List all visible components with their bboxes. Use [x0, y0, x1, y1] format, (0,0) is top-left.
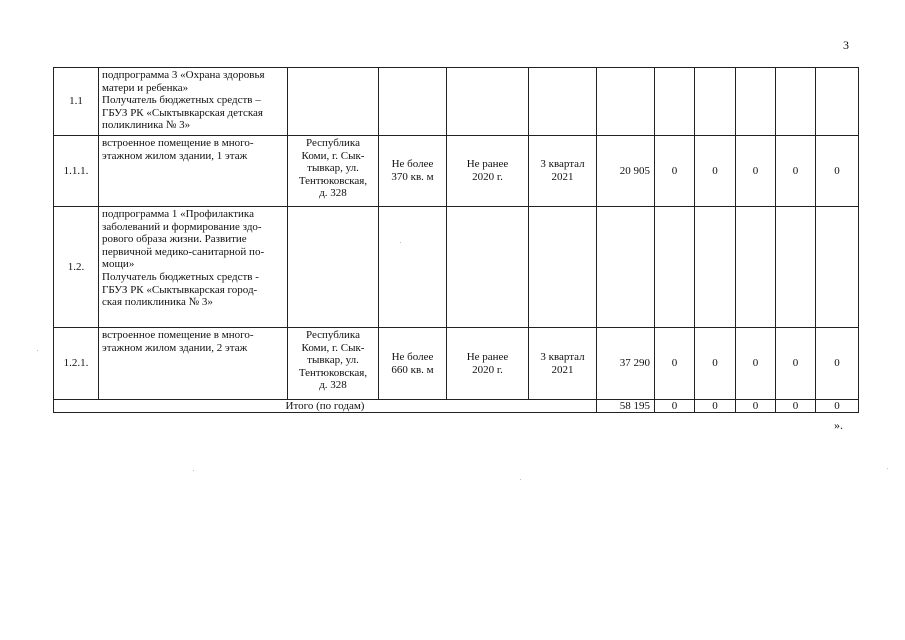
commissioning-date	[447, 328, 529, 400]
object-address	[288, 207, 379, 328]
scan-speck	[37, 350, 38, 351]
object-description	[99, 136, 288, 207]
cell-line: 3 квартал	[540, 158, 585, 171]
row-number: 1.2.	[54, 207, 99, 328]
cell-line: Тентюковская,	[298, 174, 368, 187]
value-cell: 0	[816, 136, 859, 207]
object-area	[379, 207, 447, 328]
scan-speck	[887, 468, 888, 469]
cell-line: подпрограмма 3 «Охрана здоровья	[102, 69, 265, 81]
cell-line: Не более	[391, 350, 434, 363]
closing-quote-mark: ».	[834, 418, 843, 432]
cell-line: Коми, г. Сык-	[301, 149, 365, 162]
value-cell	[776, 68, 816, 136]
value-cell: 0	[695, 136, 736, 207]
object-address	[288, 328, 379, 400]
value-cell: 0	[776, 328, 816, 400]
completion-quarter	[529, 328, 597, 400]
cell-line: Республика	[305, 137, 360, 149]
value-cell: 37 290	[597, 328, 655, 400]
object-area	[379, 136, 447, 207]
cell-line: встроенное помещение в много-	[102, 329, 254, 341]
cell-line: ГБУЗ РК «Сыктывкарская город-	[102, 283, 258, 296]
table-row	[54, 207, 859, 328]
cell-line: мощи»	[102, 258, 135, 271]
cell-line: ская поликлиника № 3»	[102, 296, 213, 309]
value-cell: 0	[736, 328, 776, 400]
value-cell	[816, 68, 859, 136]
cell-line: Коми, г. Сык-	[301, 341, 365, 354]
cell-line: первичной медико-санитарной по-	[102, 245, 265, 258]
cell-line: тывкар, ул.	[307, 354, 359, 367]
value-cell	[597, 207, 655, 328]
cell-line: Республика	[305, 329, 360, 341]
cell-line: 2020 г.	[472, 171, 503, 183]
scan-speck	[193, 470, 194, 471]
value-cell	[655, 68, 695, 136]
total-row	[54, 400, 859, 413]
commissioning-date	[447, 68, 529, 136]
cell-line: 3 квартал	[540, 350, 585, 363]
total-value: 0	[695, 400, 736, 413]
value-cell: 0	[695, 328, 736, 400]
value-cell	[776, 207, 816, 328]
cell-line: д. 328	[319, 379, 347, 392]
total-value: 0	[736, 400, 776, 413]
value-cell	[736, 207, 776, 328]
object-address	[288, 68, 379, 136]
cell-line: этажном жилом здании, 2 этаж	[102, 341, 248, 354]
cell-line: заболеваний и формирование здо-	[102, 220, 262, 233]
cell-line: 2020 г.	[472, 363, 503, 376]
value-cell	[816, 207, 859, 328]
cell-line: тывкар, ул.	[307, 162, 359, 175]
value-cell: 0	[655, 136, 695, 207]
object-area	[379, 68, 447, 136]
object-area	[379, 328, 447, 400]
scan-speck	[400, 242, 401, 243]
cell-line: поликлиника № 3»	[102, 119, 191, 132]
object-address	[288, 136, 379, 207]
commissioning-date	[447, 207, 529, 328]
completion-quarter	[529, 207, 597, 328]
cell-line: подпрограмма 1 «Профилактика	[102, 208, 254, 220]
object-description	[99, 328, 288, 400]
value-cell	[736, 68, 776, 136]
completion-quarter	[529, 68, 597, 136]
cell-line: этажном жилом здании, 1 этаж	[102, 149, 248, 162]
cell-line: д. 328	[319, 187, 347, 200]
value-cell	[597, 68, 655, 136]
cell-line: Получатель бюджетных средств –	[102, 94, 261, 107]
cell-line: Получатель бюджетных средств -	[102, 270, 259, 283]
table-row	[54, 68, 859, 136]
cell-line: Тентюковская,	[298, 366, 368, 379]
commissioning-date	[447, 136, 529, 207]
value-cell	[695, 207, 736, 328]
table-row	[54, 136, 859, 207]
object-description	[99, 68, 288, 136]
total-value: 0	[776, 400, 816, 413]
budget-investment-table	[53, 67, 859, 413]
value-cell: 0	[655, 328, 695, 400]
cell-line: матери и ребенка»	[102, 81, 189, 94]
cell-line: 2021	[551, 171, 574, 183]
row-number: 1.2.1.	[54, 328, 99, 400]
page-number: 3	[843, 38, 849, 52]
cell-line: Не более	[391, 158, 434, 171]
cell-line: Не ранее	[466, 350, 509, 363]
total-value: 0	[816, 400, 859, 413]
scan-speck	[520, 479, 521, 480]
cell-line: Не ранее	[466, 158, 509, 171]
value-cell	[695, 68, 736, 136]
cell-line: встроенное помещение в много-	[102, 137, 254, 149]
value-cell: 0	[816, 328, 859, 400]
total-value: 58 195	[597, 400, 655, 413]
table-row	[54, 328, 859, 400]
cell-line: рового образа жизни. Развитие	[102, 233, 247, 246]
object-description	[99, 207, 288, 328]
cell-line: 2021	[551, 363, 574, 376]
cell-line: ГБУЗ РК «Сыктывкарская детская	[102, 106, 263, 119]
cell-line: 660 кв. м	[391, 363, 434, 376]
total-label: Итого (по годам)	[54, 400, 597, 413]
value-cell	[655, 207, 695, 328]
completion-quarter	[529, 136, 597, 207]
row-number: 1.1.1.	[54, 136, 99, 207]
value-cell: 20 905	[597, 136, 655, 207]
value-cell: 0	[776, 136, 816, 207]
row-number: 1.1	[54, 68, 99, 136]
value-cell: 0	[736, 136, 776, 207]
total-value: 0	[655, 400, 695, 413]
cell-line: 370 кв. м	[391, 171, 434, 183]
